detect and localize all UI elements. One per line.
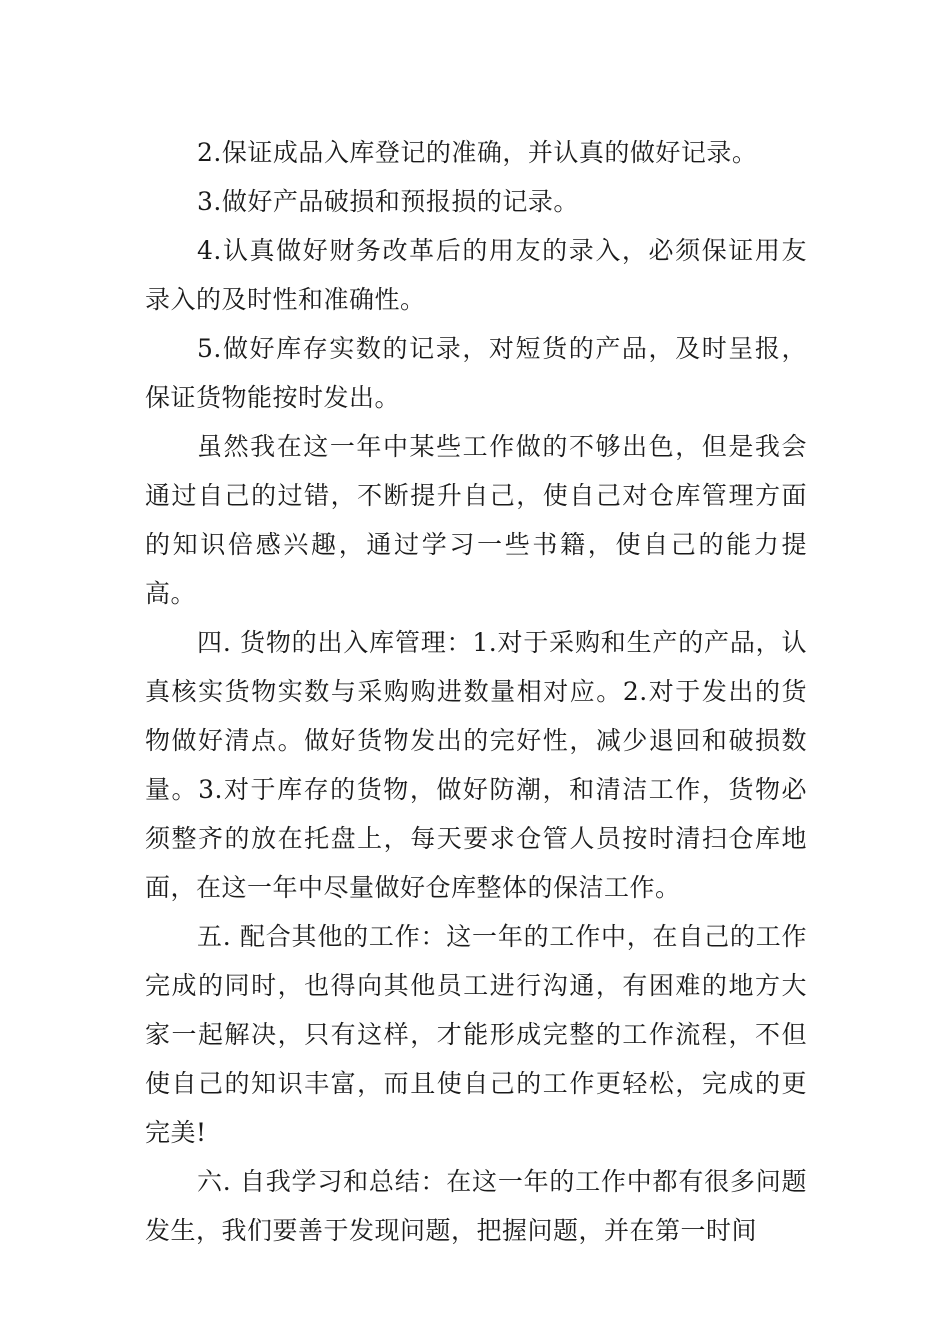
paragraph-section-6: 六. 自我学习和总结：在这一年的工作中都有很多问题发生，我们要善于发现问题，把握问题，并在第一时间 [145, 1167, 807, 1245]
paragraph-item-4: 4.认真做好财务改革后的用友的录入，必须保证用友录入的及时性和准确性。 [145, 236, 807, 314]
paragraph-item-2: 2.保证成品入库登记的准确，并认真的做好记录。 [197, 138, 758, 167]
paragraph-item-3: 3.做好产品破损和预报损的记录。 [197, 187, 579, 216]
paragraph-item-5: 5.做好库存实数的记录，对短货的产品，及时呈报，保证货物能按时发出。 [145, 334, 807, 412]
document-body [145, 128, 807, 1255]
paragraph-section-5: 五. 配合其他的工作：这一年的工作中，在自己的工作完成的同时，也得向其他员工进行沟通，有困难的地方大家一起解决，只有这样，才能形成完整的工作流程，不但使自己的知识丰富，而且使自己的工作更轻松，完成的更完美! [145, 922, 807, 1147]
paragraph-section-4: 四. 货物的出入库管理：1.对于采购和生产的产品，认真核实货物实数与采购购进数量相对应。2.对于发出的货物做好清点。做好货物发出的完好性，减少退回和破损数量。3.对于库存的货物，做好防潮，和清洁工作，货物必须整齐的放在托盘上，每天要求仓管人员按时清扫仓库地面，在这一年中尽量做好仓库整体的保洁工作。 [145, 628, 807, 902]
paragraph-reflection: 虽然我在这一年中某些工作做的不够出色，但是我会通过自己的过错，不断提升自己，使自己对仓库管理方面的知识倍感兴趣，通过学习一些书籍，使自己的能力提高。 [145, 432, 807, 608]
